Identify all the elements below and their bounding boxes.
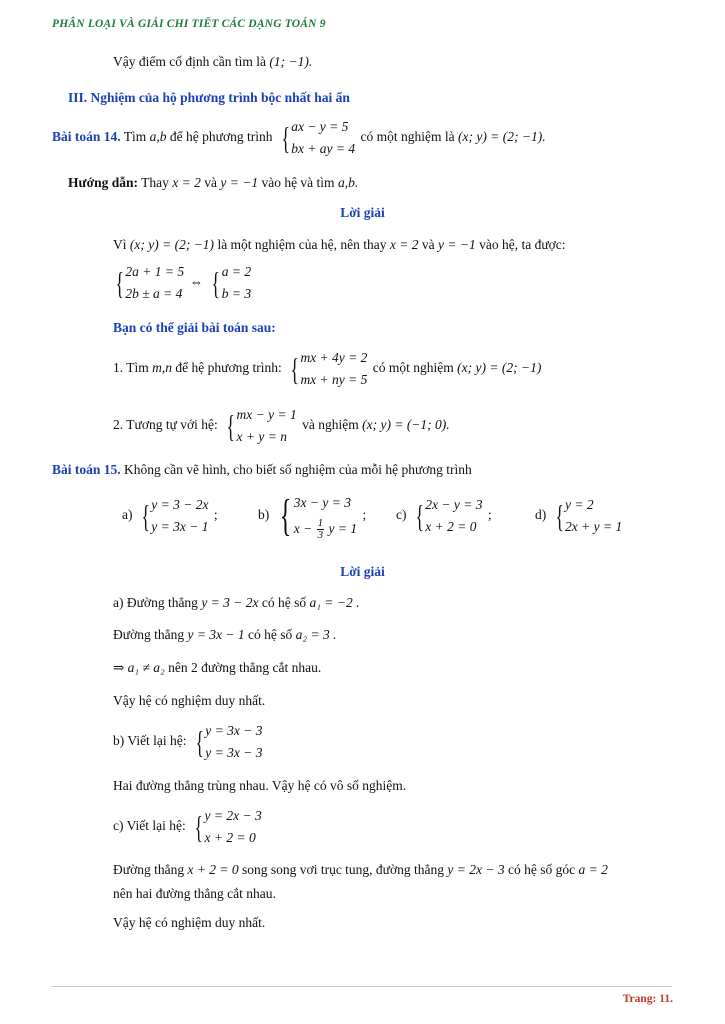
- s15-l7-text: c) Viết lại hệ:: [113, 818, 186, 834]
- problem-15-d-label: d): [535, 507, 547, 523]
- problem-14-text2: để hệ phương trình: [169, 129, 273, 145]
- s15-l2-eq: y = 3x − 1: [187, 627, 245, 642]
- system-b: { a = 2 b = 3: [208, 261, 251, 305]
- extra-q1-text-c: có một nghiệm: [372, 360, 454, 376]
- extra-title: Bạn có thể giải bài toán sau:: [113, 320, 276, 335]
- s15-l5-system: { y = 3x − 3 y = 3x − 3: [192, 720, 263, 764]
- problem-14: [52, 116, 546, 160]
- extra-q2-system: { mx − y = 1 x + y = n: [223, 404, 297, 448]
- extra-q2-text-a: 2. Tương tự với hệ:: [113, 417, 218, 433]
- s15-l8-text: Đường thẳng: [113, 862, 185, 877]
- problem-15-c-label: c): [396, 507, 407, 523]
- hint-y: y = −1: [220, 175, 259, 190]
- s15-l8-eq1: x + 2 = 0: [187, 862, 239, 877]
- s15-l1-coef: a₁ = −2 .: [309, 595, 360, 610]
- problem-14-solution: (x; y) = (2; −1).: [458, 129, 546, 145]
- problem-14-eq2: bx + ay = 4: [291, 141, 356, 156]
- solution-15-line1: [113, 595, 359, 611]
- hint-x: x = 2: [172, 175, 201, 190]
- extra-q2-eq1: mx − y = 1: [236, 407, 297, 422]
- problem-15-a-eq1: y = 3 − 2x: [151, 497, 209, 512]
- solution-15-line7: [113, 805, 264, 849]
- s15-l8-eq2: y = 2x − 3: [447, 862, 505, 877]
- extra-q1: [113, 347, 541, 391]
- s15-l2-coef: a₂ = 3 .: [295, 627, 337, 642]
- problem-14-label: Bài toán 14.: [52, 129, 121, 145]
- problem-15-b: [258, 490, 366, 542]
- problem-14-text3: có một nghiệm là: [360, 129, 455, 145]
- extra-q1-system: { mx + 4y = 2 mx + ny = 5: [287, 347, 367, 391]
- hint-label: Hướng dẫn:: [68, 175, 138, 190]
- page-number: Trang: 11.: [622, 993, 673, 1005]
- intro-text: Vậy điểm cố định cần tìm là: [113, 54, 266, 69]
- problem-15-a-eq2: y = 3x − 1: [151, 519, 209, 534]
- separator: ;: [487, 507, 492, 523]
- fraction-denominator: 3: [317, 529, 324, 542]
- equivalence-arrow: ⇔: [189, 274, 203, 290]
- hint-vars: a,b.: [337, 175, 359, 190]
- problem-14-vars: a,b: [149, 129, 167, 145]
- problem-15-label: Bài toán 15.: [52, 462, 121, 477]
- system-a: { 2a + 1 = 5 2b ± a = 4: [112, 261, 184, 305]
- s15-l3-math: ⇒ a₁ ≠ a₂: [113, 660, 165, 675]
- problem-15-a: [122, 494, 218, 538]
- extra-q1-eq2: mx + ny = 5: [300, 372, 368, 387]
- extra-q2-solution: (x; y) = (−1; 0).: [362, 417, 450, 433]
- problem-15-a-label: a): [122, 507, 133, 523]
- s15-l2-text: Đường thẳng: [113, 627, 185, 642]
- problem-15-b-eq2-x: x −: [293, 521, 313, 536]
- problem-14-text1: Tìm: [123, 129, 147, 145]
- extra-q1-eq1: mx + 4y = 2: [300, 350, 368, 365]
- fraction-numerator: 1: [317, 517, 324, 530]
- extra-q1-vars: m,n: [152, 360, 173, 376]
- solution-15-line9: nên hai đường thẳng cắt nhau.: [113, 886, 276, 901]
- hint-text2: vào hệ và tìm: [261, 175, 335, 190]
- solution-14-title: Lời giải: [340, 205, 385, 220]
- s15-l3-text: nên 2 đường thẳng cắt nhau.: [168, 660, 322, 675]
- s15-l7-eq1: y = 2x − 3: [204, 808, 262, 823]
- s15-l1-eq: y = 3 − 2x: [201, 595, 259, 610]
- solution-15-line10: Vậy hệ có nghiệm duy nhất.: [113, 915, 266, 930]
- solution-15-line5: [113, 720, 265, 764]
- solution-14-and: và: [421, 237, 435, 252]
- system-b-eq1: a = 2: [221, 264, 252, 279]
- problem-15: [52, 462, 472, 478]
- extra-q2: [113, 404, 450, 448]
- s15-l7-system: { y = 2x − 3 x + 2 = 0: [191, 805, 262, 849]
- problem-15-d-eq1: y = 2: [564, 497, 594, 512]
- problem-14-system: { ax − y = 5 bx + ay = 4: [278, 116, 355, 160]
- solution-14-text-c: là một nghiệm của hệ, nên thay: [217, 237, 387, 252]
- solution-14-text-a: Vì: [113, 237, 127, 252]
- problem-15-b-label: b): [258, 507, 270, 523]
- s15-l7-eq2: x + 2 = 0: [204, 830, 256, 845]
- solution-15-line3: [113, 660, 321, 676]
- section-title: III. Nghiệm của hộ phương trình bộc nhất hai ẩn: [68, 90, 350, 105]
- s15-l1-text: a) Đường thẳng: [113, 595, 198, 610]
- solution-15-line8: [113, 862, 608, 878]
- extra-q1-solution: (x; y) = (2; −1): [457, 360, 542, 376]
- solution-14-pair: (x; y) = (2; −1): [129, 237, 215, 252]
- extra-q1-text-a: 1. Tìm: [113, 360, 149, 376]
- extra-q1-text-b: để hệ phương trình:: [175, 360, 282, 376]
- solution-14-y: y = −1: [438, 237, 476, 252]
- solution-15-line4: Vậy hệ có nghiệm duy nhất.: [113, 693, 266, 708]
- s15-l5-text: b) Viết lại hệ:: [113, 733, 187, 749]
- problem-15-b-system: { 3x − y = 3 x − $\frac{1}{3}$ y = 1: [279, 491, 358, 542]
- extra-q2-text-b: và nghiệm: [302, 417, 359, 433]
- fraction-one-third: [317, 518, 325, 541]
- s15-l8-text2: song song vơi trục tung, đường thẳng: [242, 862, 445, 877]
- problem-15-b-eq1: 3x − y = 3: [293, 495, 351, 510]
- hint-line: [68, 175, 358, 191]
- s15-l8-text3: có hệ số góc: [507, 862, 576, 877]
- s15-l8-coef: a = 2: [578, 862, 608, 877]
- problem-15-a-system: { y = 3 − 2x y = 3x − 1: [138, 494, 209, 538]
- problem-15-d-system: { y = 2 2x + y = 1: [552, 494, 623, 538]
- problem-15-text: Không cần vẽ hình, cho biết số nghiệm của mỗi hệ phương trình: [124, 462, 472, 477]
- separator: ;: [213, 507, 218, 523]
- hint-and: và: [204, 175, 217, 190]
- intro-point: (1; −1).: [269, 54, 313, 69]
- solution-15-line2: [113, 627, 336, 643]
- system-a-eq2: 2b ± a = 4: [125, 286, 183, 301]
- problem-15-d-eq2: 2x + y = 1: [564, 519, 623, 534]
- problem-15-c-system: { 2x − y = 3 x + 2 = 0: [412, 494, 483, 538]
- problem-15-c-eq1: 2x − y = 3: [425, 497, 483, 512]
- solution-14-line1: [113, 237, 566, 253]
- s15-l5-eq2: y = 3x − 3: [205, 745, 263, 760]
- problem-14-eq1: ax − y = 5: [291, 119, 349, 134]
- footer-divider: [52, 986, 672, 987]
- intro-line: [113, 54, 312, 70]
- problem-15-c: [396, 494, 492, 538]
- problem-15-d: [535, 494, 624, 538]
- problem-15-c-eq2: x + 2 = 0: [425, 519, 477, 534]
- solution-15-title: Lời giải: [340, 564, 385, 579]
- s15-l5-eq1: y = 3x − 3: [205, 723, 263, 738]
- hint-text1: Thay: [141, 175, 169, 190]
- extra-q2-eq2: x + y = n: [236, 429, 287, 444]
- s15-l2-text2: có hệ số: [248, 627, 293, 642]
- system-a-eq1: 2a + 1 = 5: [125, 264, 185, 279]
- solution-14-systems: [110, 261, 253, 305]
- problem-15-b-eq2-y: y = 1: [328, 521, 358, 536]
- separator: ;: [362, 507, 367, 523]
- solution-14-x: x = 2: [389, 237, 419, 252]
- solution-14-text-g: vào hệ, ta được:: [479, 237, 566, 252]
- system-b-eq2: b = 3: [221, 286, 252, 301]
- s15-l1-text2: có hệ số: [261, 595, 307, 610]
- page-header: PHÂN LOẠI VÀ GIẢI CHI TIẾT CÁC DẠNG TOÁN 9: [52, 18, 326, 30]
- problem-15-b-eq2: [294, 516, 357, 542]
- solution-15-line6: Hai đường thẳng trùng nhau. Vậy hệ có vô số nghiệm.: [113, 778, 407, 793]
